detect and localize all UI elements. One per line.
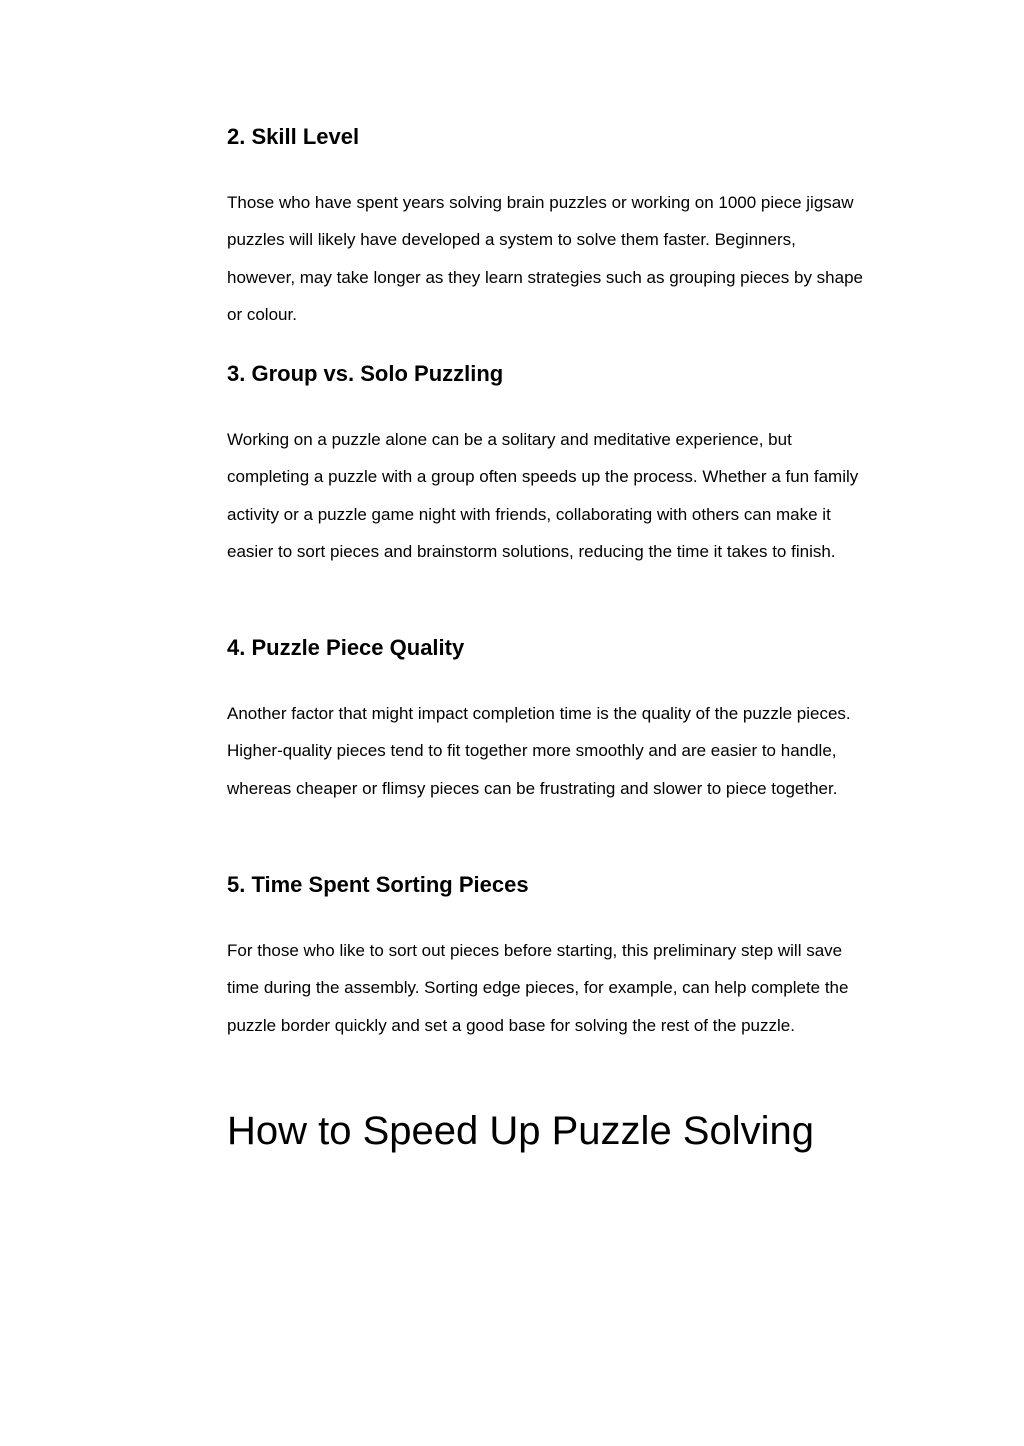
section-body-piece-quality: Another factor that might impact completion time is the quality of the puzzle pieces. Higher-quality pieces tend to fit together more smoothly and are easier to handle, whereas cheaper or flimsy pieces can be frustrating and slower to piece together. (227, 704, 851, 798)
section-heading-piece-quality: 4. Puzzle Piece Quality (227, 635, 465, 660)
section-heading-sorting-pieces: 5. Time Spent Sorting Pieces (227, 872, 529, 897)
section-heading-group-vs-solo: 3. Group vs. Solo Puzzling (227, 361, 504, 386)
section-title-speed-up: How to Speed Up Puzzle Solving (227, 1109, 814, 1153)
section-body-group-vs-solo: Working on a puzzle alone can be a solitary and meditative experience, but completing a puzzle with a group often speeds up the process. Whether a fun family activity or a puzzle game night with friends, collaborating with others can make it easier to sort pieces and brainstorm solutions, reducing the time it takes to finish. (227, 430, 859, 562)
section-body-sorting-pieces: For those who like to sort out pieces before starting, this preliminary step will save time during the assembly. Sorting edge pieces, for example, can help complete the puzzle border quickly and set a good base for solving the rest of the puzzle. (227, 941, 849, 1035)
section-body-skill-level: Those who have spent years solving brain puzzles or working on 1000 piece jigsaw puzzles will likely have developed a system to solve them faster. Beginners, however, may take longer as they learn strategies such as grouping pieces by shape or colour. (227, 193, 863, 325)
section-heading-skill-level: 2. Skill Level (227, 124, 360, 149)
